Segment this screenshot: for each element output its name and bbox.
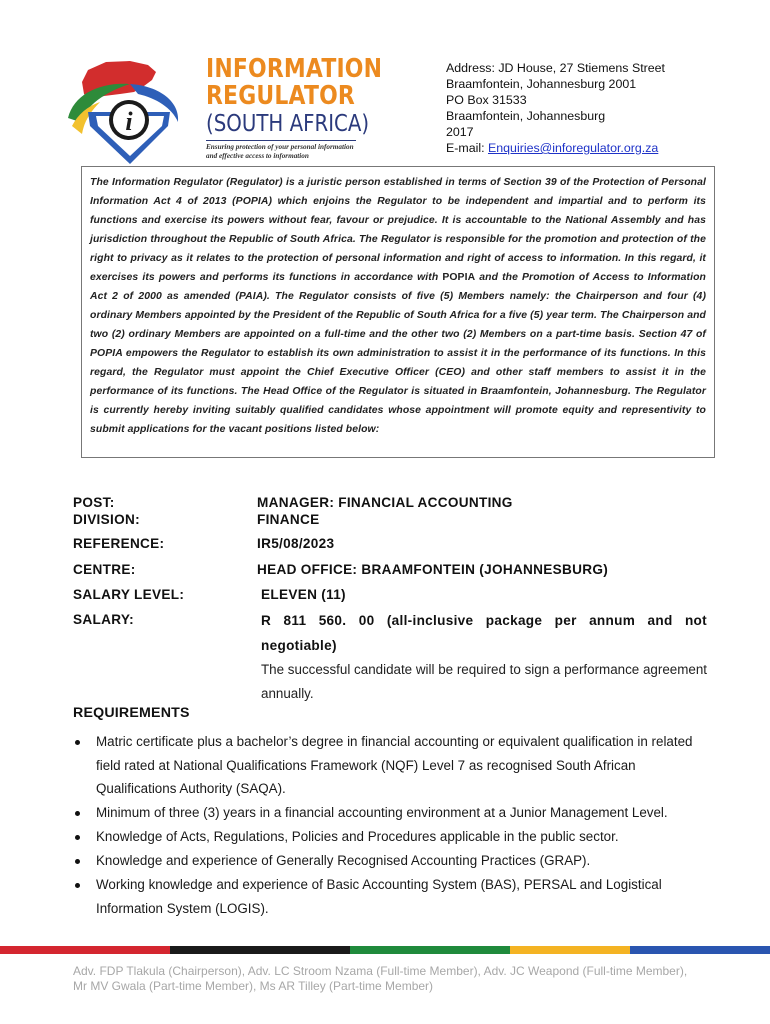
info-i-letter: i — [125, 107, 133, 136]
requirements-list — [73, 730, 713, 921]
information-regulator-emblem — [60, 56, 200, 168]
brand-tagline-1: Ensuring protection of your personal information — [206, 143, 354, 151]
logo — [60, 52, 383, 167]
address-line: Address: JD House, 27 Stiemens Street — [446, 61, 666, 75]
email-link[interactable]: Enquiries@inforegulator.org.za — [488, 141, 659, 155]
post-division-labels — [73, 494, 140, 528]
address-line: PO Box 31533 — [446, 93, 527, 107]
color-bar-segment-yellow — [510, 946, 630, 954]
color-bar-segment-red — [0, 946, 170, 954]
division-label: DIVISION: — [73, 512, 140, 527]
requirements-heading: REQUIREMENTS — [73, 705, 190, 721]
color-bar-segment-green — [350, 946, 510, 954]
flag-color-bar — [0, 946, 770, 954]
intro-text-part1: The Information Regulator (Regulator) is a juristic person established in terms of Section 39 of the Protection of Personal Information Act 4 of 2013 (POPIA) which enjoins the Regulator to be independent and impartial and to perform its functions and exercise its powers without fear, favour or prejudice. It is accountable to the National Assembly and has jurisdiction throughout the Republic of South Africa. The Regulator is responsible for the promotion and protection of the right to privacy as it relates to the protection of personal information and right of access to information. In this regard, it exercises its powers and performs its functions in accordance with — [90, 177, 706, 283]
post-division-values — [257, 494, 513, 528]
email-line — [446, 140, 665, 156]
salary-note: The successful candidate will be required to sign a performance agreement annually. — [261, 662, 707, 701]
requirement-item: Knowledge of Acts, Regulations, Policies and Procedures applicable in the public sector. — [73, 825, 713, 849]
address-line: 2017 — [446, 125, 474, 139]
post-label: POST: — [73, 495, 115, 510]
salary-level-label: SALARY LEVEL: — [73, 587, 185, 602]
intro-paragraph-box — [81, 166, 715, 458]
brand-wordmark — [206, 56, 411, 161]
brand-tagline-2: and effective access to information — [206, 152, 309, 160]
address-line: Braamfontein, Johannesburg 2001 — [446, 77, 637, 91]
reference-value: IR5/08/2023 — [257, 536, 335, 551]
brand-line-information: INFORMATION — [206, 54, 383, 84]
salary-value: R 811 560. 00 (all-inclusive package per annum and not negotiable) — [261, 613, 707, 653]
email-label: E-mail: — [446, 141, 488, 155]
reference-label: REFERENCE: — [73, 536, 165, 551]
post-value: MANAGER: FINANCIAL ACCOUNTING — [257, 495, 513, 510]
address-block — [446, 60, 665, 156]
requirement-item: Matric certificate plus a bachelor’s degree in financial accounting or equivalent qualification in related field rated at National Qualifications Framework (NQF) Level 7 as recognised South African Qualifications Authority (SAQA). — [73, 730, 713, 801]
intro-text-part2: and the Promotion of Access to Information Act 2 of 2000 as amended (PAIA). The Regulator consists of five (5) Members namely: the Chairperson and four (4) ordinary Members appointed by the President of the Republic of South Africa for a five (5) year term. The Chairperson and two (2) ordinary Members are appointed on a full-time and the other two (2) Members on a part-time basis. Section 47 of POPIA empowers the Regulator to establish its own administration to assist it in the performance of its functions. In this regard, the Regulator must appoint the Chief Executive Officer (CEO) and other staff members to assist it in the performance of its functions. The Head Office of the Regulator is situated in Braamfontein, Johannesburg. The Regulator is currently hereby inviting suitably qualified candidates whose appointment will promote equity and representivity to submit applications for the vacant positions listed below: — [90, 272, 706, 435]
brand-line-regulator: REGULATOR — [206, 81, 355, 111]
requirement-item: Minimum of three (3) years in a financial accounting environment at a Junior Management Level. — [73, 801, 713, 825]
division-value: FINANCE — [257, 512, 320, 527]
intro-text-popia: POPIA — [442, 272, 476, 283]
requirement-item: Knowledge and experience of Generally Recognised Accounting Practices (GRAP). — [73, 849, 713, 873]
brand-divider — [206, 140, 356, 141]
address-line: Braamfontein, Johannesburg — [446, 109, 606, 123]
color-bar-segment-blue — [630, 946, 770, 954]
color-bar-segment-black — [170, 946, 350, 954]
centre-label: CENTRE: — [73, 562, 136, 577]
salary-level-value: ELEVEN (11) — [261, 587, 346, 602]
footer-members: Adv. FDP Tlakula (Chairperson), Adv. LC Stroom Nzama (Full-time Member), Adv. JC Weapond (Full-time Member), Mr MV Gwala (Part-time Member), Ms AR Tilley (Part-time Member) — [73, 964, 688, 993]
requirement-item: Working knowledge and experience of Basic Accounting System (BAS), PERSAL and Logistical Information System (LOGIS). — [73, 873, 713, 920]
centre-value: HEAD OFFICE: BRAAMFONTEIN (JOHANNESBURG) — [257, 562, 609, 577]
salary-label: SALARY: — [73, 612, 135, 627]
brand-line-south-africa: (SOUTH AFRICA) — [206, 111, 370, 137]
